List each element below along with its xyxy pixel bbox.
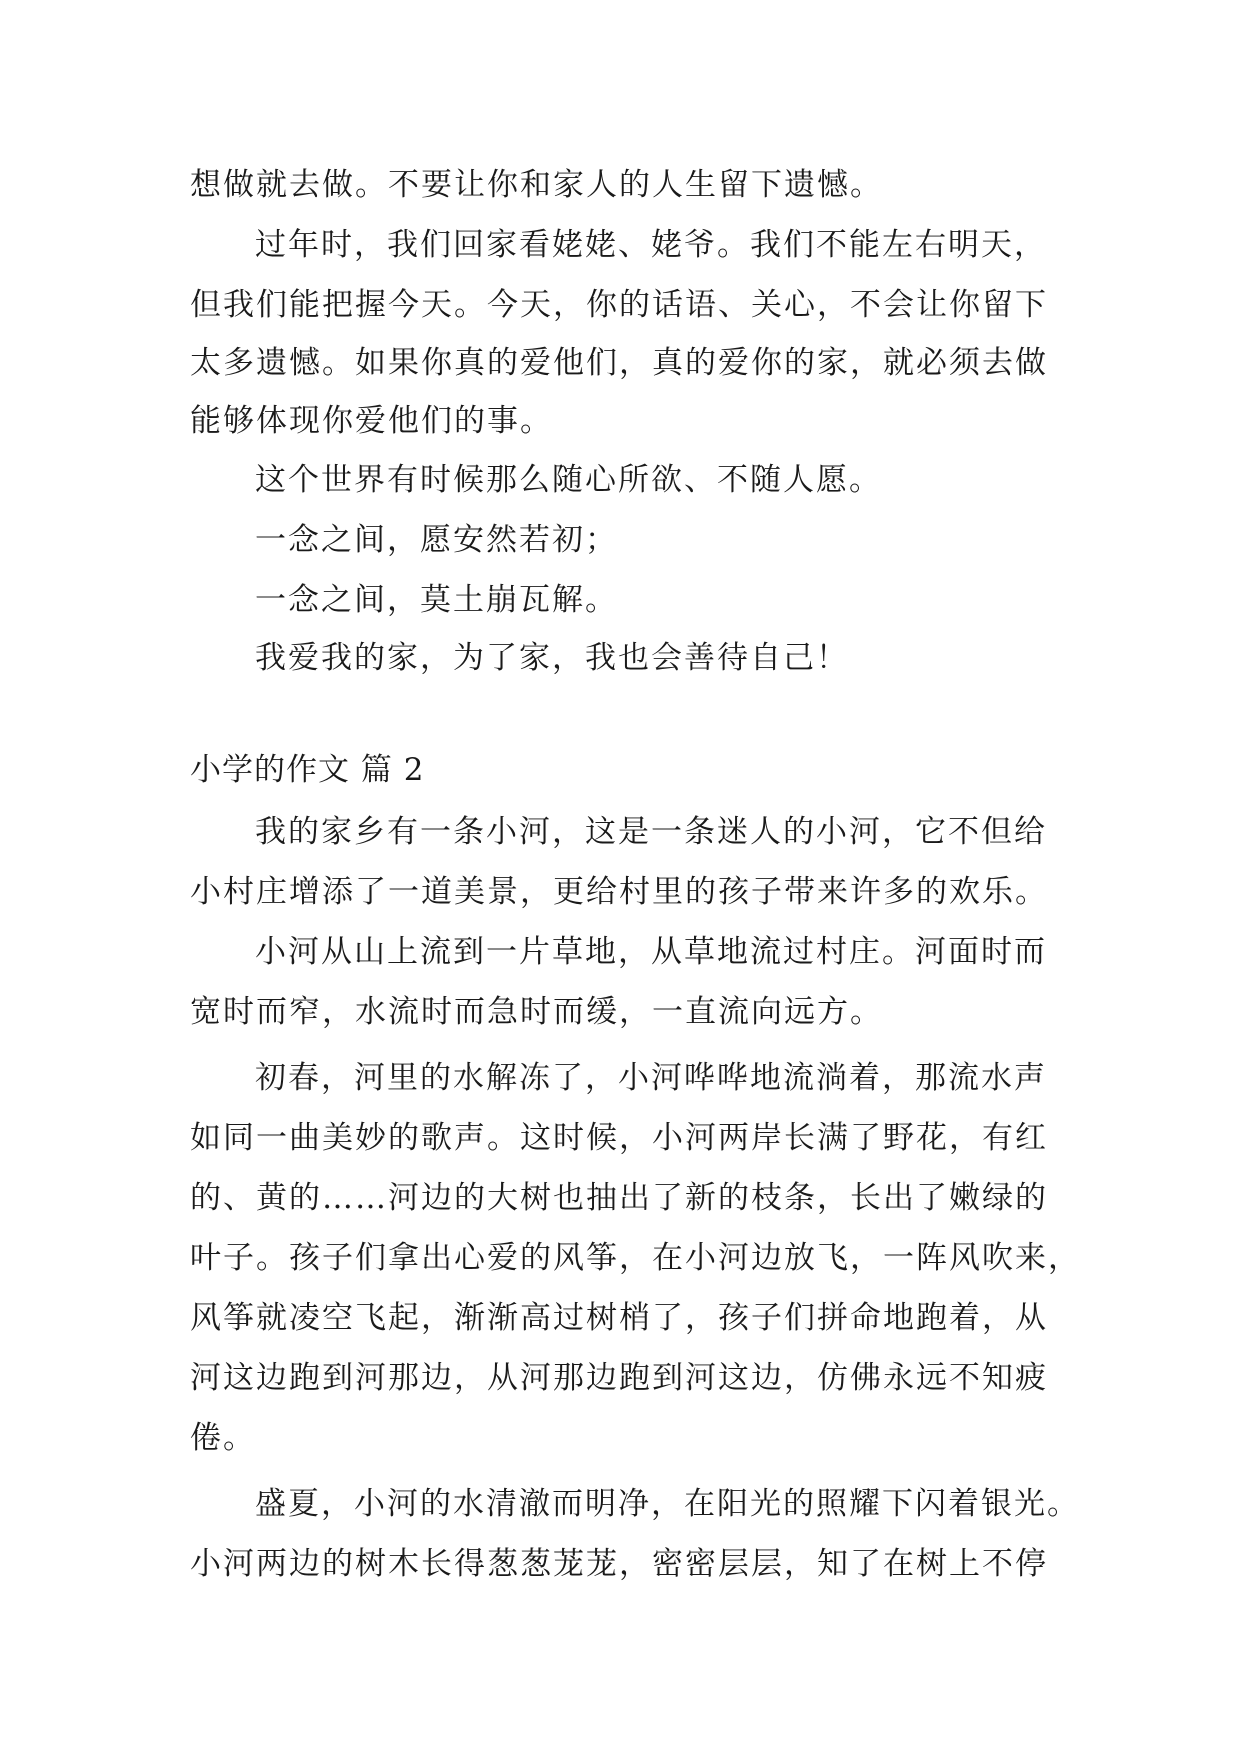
paragraph-line: 但我们能把握今天。今天，你的话语、关心，不会让你留下 bbox=[190, 287, 1048, 323]
paragraph-line: 我爱我的家，为了家，我也会善待自己！ bbox=[255, 640, 849, 676]
paragraph-line: 我的家乡有一条小河，这是一条迷人的小河，它不但给 bbox=[255, 814, 1047, 850]
paragraph-line: 小河从山上流到一片草地，从草地流过村庄。河面时而 bbox=[255, 934, 1047, 970]
paragraph-line: 盛夏，小河的水清澈而明净，在阳光的照耀下闪着银光。 bbox=[255, 1486, 1080, 1522]
paragraph-line: 的、黄的……河边的大树也抽出了新的枝条，长出了嫩绿的 bbox=[190, 1180, 1048, 1216]
paragraph-line: 如同一曲美妙的歌声。这时候，小河两岸长满了野花，有红 bbox=[190, 1120, 1048, 1156]
section-heading: 小学的作文 篇 2 bbox=[190, 752, 425, 788]
paragraph-line: 小村庄增添了一道美景，更给村里的孩子带来许多的欢乐。 bbox=[190, 874, 1048, 910]
paragraph-line: 初春，河里的水解冻了，小河哗哗地流淌着，那流水声 bbox=[255, 1060, 1047, 1096]
paragraph-line: 这个世界有时候那么随心所欲、不随人愿。 bbox=[255, 462, 882, 498]
paragraph-line: 风筝就凌空飞起，渐渐高过树梢了，孩子们拼命地跑着，从 bbox=[190, 1300, 1048, 1336]
paragraph-line: 能够体现你爱他们的事。 bbox=[190, 403, 553, 439]
paragraph-line: 叶子。孩子们拿出心爱的风筝，在小河边放飞，一阵风吹来， bbox=[190, 1240, 1081, 1276]
paragraph-line: 一念之间，莫土崩瓦解。 bbox=[255, 582, 618, 618]
paragraph-line: 河这边跑到河那边，从河那边跑到河这边，仿佛永远不知疲 bbox=[190, 1360, 1048, 1396]
paragraph-line: 倦。 bbox=[190, 1420, 256, 1456]
paragraph-line: 小河两边的树木长得葱葱茏茏，密密层层，知了在树上不停 bbox=[190, 1546, 1048, 1582]
paragraph-line: 过年时，我们回家看姥姥、姥爷。我们不能左右明天， bbox=[255, 227, 1047, 263]
paragraph-line: 想做就去做。不要让你和家人的人生留下遗憾。 bbox=[190, 167, 883, 203]
paragraph-line: 一念之间，愿安然若初； bbox=[255, 522, 618, 558]
paragraph-line: 太多遗憾。如果你真的爱他们，真的爱你的家，就必须去做 bbox=[190, 345, 1048, 381]
paragraph-line: 宽时而窄，水流时而急时而缓，一直流向远方。 bbox=[190, 994, 883, 1030]
